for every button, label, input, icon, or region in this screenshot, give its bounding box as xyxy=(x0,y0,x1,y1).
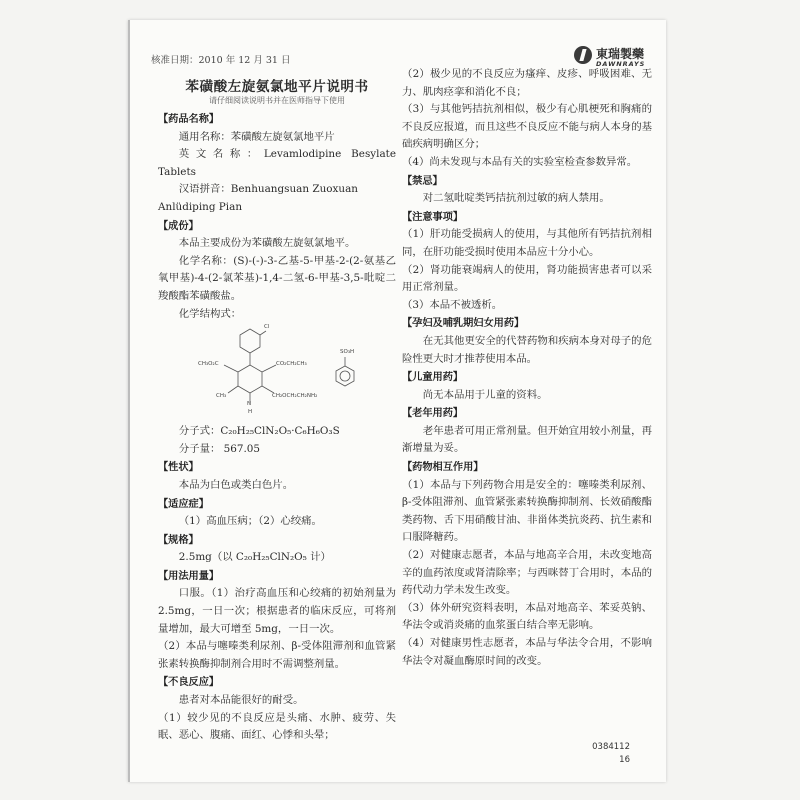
adverse-item-1: （1）较少见的不良反应是头痛、水肿、疲劳、失眠、恶心、腹痛、面红、心悸和头晕； xyxy=(158,711,396,742)
generic-name: 通用名称：苯磺酸左旋氨氯地平片 xyxy=(178,130,335,143)
approval-date: 核准日期：2010 年 12 月 31 日 xyxy=(151,55,291,66)
interactions-item-4: （4）对健康男性志愿者，本品与华法令合用，不影响华法令对凝血酶原时间的改变。 xyxy=(402,637,652,667)
pregnancy-text: 在无其他更安全的代替药物和疾病本身对母子的危险性更大时才推荐使用本品。 xyxy=(402,334,652,365)
right-column xyxy=(402,66,652,670)
section-heading-contraindications: 【禁忌】 xyxy=(402,175,443,187)
dosage-paragraph-2: （2）本品与噻嗪类利尿剂、β-受体阻滞剂和血管紧张素转换酶抑制剂合用时不需调整剂量。 xyxy=(158,640,396,670)
struct-label-cl: Cl xyxy=(264,324,270,331)
section-heading-interactions: 【药物相互作用】 xyxy=(402,462,484,474)
print-code: 0384112 xyxy=(592,742,630,752)
section-heading-drug-name: 【药品名称】 xyxy=(158,114,220,125)
page-edge xyxy=(128,20,130,782)
main-ingredient: 本品主要成份为苯磺酸左旋氨氯地平。 xyxy=(178,237,356,250)
interactions-item-3: （3）体外研究资料表明，本品对地高辛、苯妥英钠、华法令或消炎痛的血浆蛋白结合率无影响。 xyxy=(402,601,652,632)
section-heading-elderly: 【老年用药】 xyxy=(402,408,464,420)
pinyin-name-continued: Anlüdiping Pian xyxy=(158,200,243,213)
molecular-formula xyxy=(158,423,396,441)
struct-label-methyl: CH₃ xyxy=(216,393,227,400)
pinyin-name: 汉语拼音：Benhuangsuan Zuoxuan xyxy=(178,183,358,196)
dihydropyridine-ring xyxy=(238,365,262,393)
section-heading-children: 【儿童用药】 xyxy=(402,372,464,384)
children-text: 尚无本品用于儿童的资料。 xyxy=(422,388,548,401)
benzene-ring xyxy=(336,366,354,386)
precautions-item-2: （2）肾功能衰竭病人的使用，肾功能损害患者可以采用正常剂量。 xyxy=(402,263,652,294)
adverse-item-4: （4）尚未发现与本品有关的实验室检查参数异常。 xyxy=(402,155,638,168)
page-number: 16 xyxy=(619,755,630,765)
section-heading-precautions: 【注意事项】 xyxy=(402,211,464,223)
precautions-item-1: （1）肝功能受损病人的使用，与其他所有钙拮抗剂相同，在肝功能受损时使用本品应十分小心。 xyxy=(402,228,652,258)
section-heading-ingredients: 【成份】 xyxy=(158,220,199,232)
structure-label: 化学结构式： xyxy=(178,307,242,320)
structure-diagram xyxy=(158,323,396,423)
struct-label-left-ester: CH₃O₂C xyxy=(198,361,219,368)
precautions-item-3: （3）本品不被透析。 xyxy=(402,298,503,311)
contraindications-text: 对二氢吡啶类钙拮抗剂过敏的病人禁用。 xyxy=(422,192,610,205)
logo-icon xyxy=(574,46,592,64)
struct-label-n: N xyxy=(247,401,252,408)
formula-label: 分子式： xyxy=(178,425,221,438)
chlorophenyl-ring xyxy=(240,329,260,353)
logo-english-name: DAWNRAYS xyxy=(596,60,646,68)
logo-chinese-name: 東瑞製藥 xyxy=(596,47,645,61)
section-heading-pregnancy: 【孕妇及哺乳期妇女用药】 xyxy=(402,318,525,330)
document-title: 苯磺酸左旋氨氯地平片说明书 xyxy=(185,79,369,95)
elderly-text: 老年患者可用正常剂量。但开始宜用较小剂量，再渐增量为妥。 xyxy=(402,424,652,455)
document-subtitle: 请仔细阅读说明书并在医师指导下使用 xyxy=(209,96,345,105)
specification-text: 2.5mg（以 C₂₀H₂₅ClN₂O₅ 计） xyxy=(178,551,331,564)
interactions-item-2: （2）对健康志愿者，本品与地高辛合用，未改变地高辛的血药浓度或肾清除率；与西咪替丁合用时，本品的药代动力学未发生改变。 xyxy=(402,549,652,597)
struct-label-so3h: SO₃H xyxy=(340,349,355,356)
formula-value: C₂₀H₂₅ClN₂O₅·C₆H₆O₃S xyxy=(220,425,340,438)
struct-label-side-chain: CH₂OCH₂CH₂NH₂ xyxy=(272,393,318,400)
adverse-item-2: （2）极少见的不良反应为瘙痒、皮疹、呼吸困难、无力、肌肉痉挛和消化不良； xyxy=(402,68,652,98)
section-heading-properties: 【性状】 xyxy=(158,462,199,474)
section-heading-adverse: 【不良反应】 xyxy=(158,677,220,689)
interactions-item-1: （1）本品与下列药物合用是安全的：噻嗪类利尿剂、β-受体阻滞剂、血管紧张素转换酶抑制剂、长效硝酸酯类药物、舌下用硝酸甘油、非甾体类抗炎药、抗生素和口服降糖药。 xyxy=(402,478,652,544)
struct-label-right-ester: CO₂CH₂CH₃ xyxy=(276,361,307,368)
chemical-name: 化学名称：(S)-(-)-3-乙基-5-甲基-2-(2-氨基乙氧甲基)-4-(2-氯苯基)-1,4-二氢-6-甲基-3,5-吡啶二羧酸酯苯磺酸盐。 xyxy=(158,254,396,302)
left-column xyxy=(158,76,396,745)
section-heading-dosage: 【用法用量】 xyxy=(158,570,220,582)
english-name: 英文名称：Levamlodipine Besylate Tablets xyxy=(158,148,396,178)
leaflet-page xyxy=(128,20,666,782)
indications-text: （1）高血压病；（2）心绞痛。 xyxy=(178,515,322,528)
chemical-structure xyxy=(158,323,396,423)
properties-text: 本品为白色或类白色片。 xyxy=(178,478,294,491)
adverse-item-3: （3）与其他钙拮抗剂相似，极少有心肌梗死和胸痛的不良反应报道，而且这些不良反应不能与病人本身的基础疾病明确区分； xyxy=(402,103,652,151)
adverse-intro: 患者对本品能很好的耐受。 xyxy=(178,694,304,707)
molecular-weight: 分子量： 567.05 xyxy=(178,442,261,455)
section-heading-indications: 【适应症】 xyxy=(158,498,209,510)
struct-label-h: H xyxy=(248,409,253,416)
section-heading-specification: 【规格】 xyxy=(158,534,199,546)
dosage-paragraph-1: 口服。（1）治疗高血压和心绞痛的初始剂量为 2.5mg，一日一次；根据患者的临床反应，可将剂量增加，最大可增至 5mg，一日一次。 xyxy=(158,587,396,635)
